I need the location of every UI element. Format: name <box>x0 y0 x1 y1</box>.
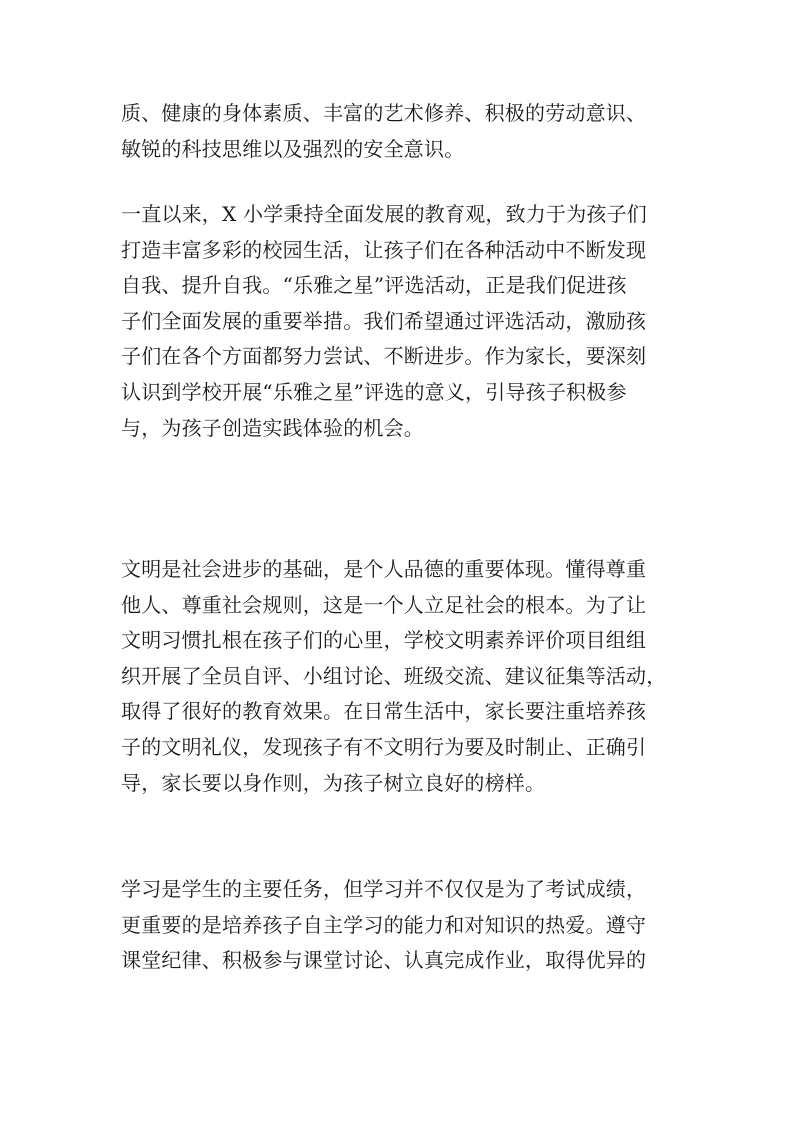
text-line: 学习是学生的主要任务，但学习并不仅仅是为了考试成绩， <box>121 877 647 901</box>
text-line: 导，家长要以身作则，为孩子树立良好的榜样。 <box>121 770 546 795</box>
text-line: 一直以来，X 小学秉持全面发展的教育观，致力于为孩子们 <box>121 202 647 226</box>
text-line: 织开展了全员自评、小组讨论、班级交流、建议征集等活动， <box>121 663 667 688</box>
text-line: 认识到学校开展“乐雅之星”评选的意义，引导孩子积极参 <box>121 379 627 404</box>
text-line: 自我、提升自我。“乐雅之星”评选活动，正是我们促进孩 <box>121 273 627 298</box>
text-line: 质、健康的身体素质、丰富的艺术修养、积极的劳动意识、 <box>121 101 647 125</box>
text-line: 子的文明礼仪，发现孩子有不文明行为要及时制止、正确引 <box>121 734 647 759</box>
paragraph-school-philosophy <box>121 197 681 446</box>
text-line: 他人、尊重社会规则，这是一个人立足社会的根本。为了让 <box>121 592 647 617</box>
text-line: 打造丰富多彩的校园生活，让孩子们在各种活动中不断发现 <box>121 237 647 262</box>
text-line: 子们在各个方面都努力尝试、不断进步。作为家长，要深刻 <box>121 344 647 369</box>
paragraph-continued <box>121 96 681 167</box>
paragraph-civility <box>121 552 681 801</box>
text-line: 更重要的是培养孩子自主学习的能力和对知识的热爱。遵守 <box>121 912 647 937</box>
text-line: 课堂纪律、积极参与课堂讨论、认真完成作业，取得优异的 <box>121 948 647 973</box>
text-line: 敏锐的科技思维以及强烈的安全意识。 <box>121 136 465 161</box>
text-line: 文明习惯扎根在孩子们的心里，学校文明素养评价项目组组 <box>121 628 647 653</box>
text-line: 与，为孩子创造实践体验的机会。 <box>121 415 424 440</box>
paragraph-learning <box>121 872 681 979</box>
text-line: 取得了很好的教育效果。在日常生活中，家长要注重培养孩 <box>121 699 647 724</box>
text-line: 文明是社会进步的基础，是个人品德的重要体现。懂得尊重 <box>121 557 647 581</box>
text-line: 子们全面发展的重要举措。我们希望通过评选活动，激励孩 <box>121 308 647 333</box>
